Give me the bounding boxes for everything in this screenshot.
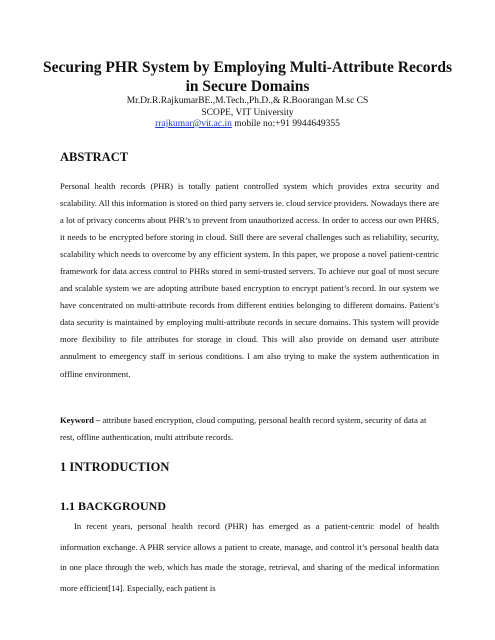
author-block [40,96,455,131]
abstract-text: Personal health records (PHR) is totally patient controlled system which provides extra security and scalability. All this information is stored on third party servers ie. cloud service providers. Nowadays there are a lot of privacy concerns about PHR’s to prevent from unauthorized access. In order to access our own PHRS, it needs to be encrypted before storing in cloud. Still there are several challenges such as reliability, security, scalability which needs to overcome by any efficient system. In this paper, we propose a novel patient-centric framework for data access control to PHRs stored in semi-trusted servers. To achieve our goal of most secure and scalable system we are adopting attribute based encryption to encrypt patient’s record. In our system we have concentrated on multi-attribute records from different entities belonging to different domains. Patient’s data security is maintained by employing multi-attribute records in secure domains. This system will provide more flexibility to file attributes for storage in cloud. This will also provide on demand user attribute annulment to emergency staff in serious conditions. I am also trying to make the system authentication in offline environment. [60,181,439,379]
author-contact [40,119,455,131]
author-affiliation: SCOPE, VIT University [201,107,294,118]
abstract-heading: ABSTRACT [60,150,129,164]
keywords-label: Keyword – [60,415,101,425]
author-mobile: mobile no:+91 9944649355 [231,119,340,129]
introduction-heading: 1 INTRODUCTION [60,460,170,474]
background-text: In recent years, personal health record (PHR) has emerged as a patient-centric model of health information exchange. A PHR service allows a patient to create, manage, and control it’s personal health data in one place through the web, which has made the storage, retrieval, and sharing of the medical information more efficient[14]. Especially, each patient is [60,521,439,593]
keywords-text: attribute based encryption, cloud computing, personal health record system, security of data at rest, offline authentication, multi attribute records. [60,415,427,442]
author-names: Mr.Dr.R.RajkumarBE.,M.Tech.,Ph.D.,& R.Boorangan M.sc CS [126,96,369,106]
background-heading: 1.1 BACKGROUND [60,499,167,513]
author-email-link[interactable]: rrajkumar@vit.ac.in [155,119,232,129]
keywords-paragraph [60,412,439,446]
paper-title: Securing PHR System by Employing Multi-Attribute Records in Secure Domains [42,59,452,95]
